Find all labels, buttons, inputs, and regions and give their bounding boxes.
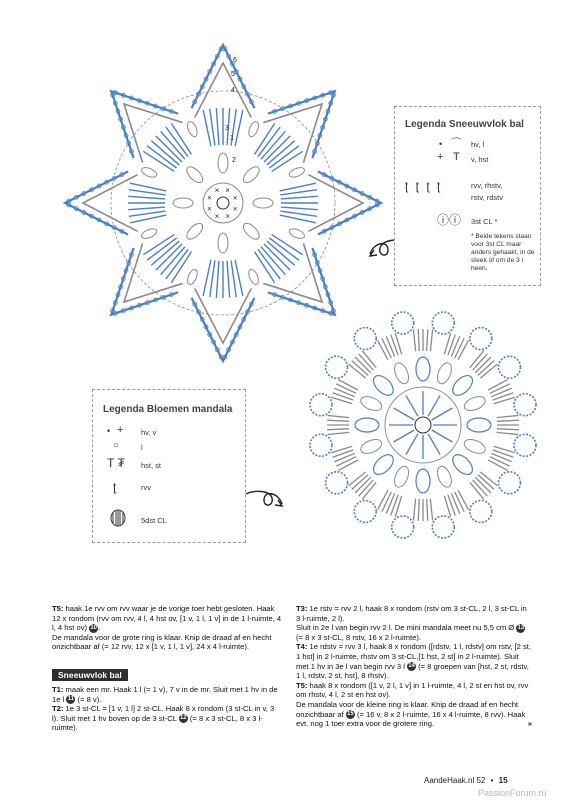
post-stitch-icons: ʈ ʈ ʈ ʈ: [405, 179, 443, 193]
svg-text:×: ×: [225, 211, 231, 221]
hdc-dc-icon: T ₮: [107, 456, 125, 470]
continue-arrow: »: [527, 719, 532, 729]
footer-bullet: •: [490, 776, 494, 785]
sc-icon: +: [117, 424, 124, 436]
step-badge: 15: [346, 711, 354, 718]
svg-text:×: ×: [225, 186, 231, 196]
legend-row-2: v, hst: [471, 155, 489, 164]
post-stitch-icon: ʈ: [113, 480, 117, 494]
left-column: [52, 604, 282, 652]
legend-row-5: 5dst CL: [141, 516, 167, 525]
legend-snowflake: [394, 106, 541, 286]
watermark: PassionForum.ru: [478, 788, 547, 798]
flower-mandala-diagram: [298, 300, 548, 550]
t2-paragraph: T2: 1e 3 st-CL = [1 v, 1 l] 2 st-CL. Haak 8 x rondom (3 st-CL in v, 3 l). Sluit met 1 hv boven op de 3 st-CL 12 (= 8 x 3 st-CL, 8 x 3 l-ruimte).: [52, 704, 275, 733]
t5-paragraph: T5: haak 1e rvv om rvv waar je de vorige toer hebt gesloten. Haak 12 x rondom (rvv om rvv, 4 l, 4 hst ov, [1 v, 1 l, 1 v] in de 1 l-ruimte, 4 l, 4 hst ov) 10.: [52, 604, 282, 633]
t1-paragraph: T1: maak een mr. Haak 1 l (= 1 v), 7 v in de mr. Sluit met 1 hv in de 1e l 11 (= 8 v).: [52, 685, 278, 704]
t5-closing: De mandala voor de kleine ring is klaar. Knip de draad af en hecht onzichtbaar af 15 (= 16 v, 8 x 2 l-ruimte, 16 x 4 l-ruimte, 8 rvv). Haak evt. nog 1 toer extra voor de grotere ring. »: [296, 699, 532, 729]
legend-flower: [92, 389, 246, 543]
hdc-icon: T: [453, 151, 460, 163]
t3-closing: Sluit in 2e l van begin rvv 2 l. De mini mandala meet nu 5,5 cm Ø 13 (= 8 x 3 st-CL, 8 rstv, 16 x 2 l-ruimte).: [296, 623, 525, 642]
cluster-icon: ⓘⓘ: [437, 213, 462, 227]
slip-stitch-icon: •: [439, 139, 443, 149]
legend-row-1: hv, v: [141, 428, 157, 437]
legend-flower-title: Legenda Bloemen mandala: [103, 404, 233, 415]
left-column-2: [52, 685, 282, 733]
section-title-snowflake: Sneeuwvlok bal: [52, 669, 128, 681]
slip-stitch-icon: •: [107, 426, 111, 436]
step-badge: 12: [179, 715, 187, 722]
svg-text:×: ×: [232, 193, 238, 203]
t3-paragraph: T3: 1e rstv = rvv 2 l, haak 8 x rondom (rstv om 3 st-CL, 2 l, 3 st-CL in 3 l-ruimte, 2 l).: [296, 604, 527, 623]
legend-row-4: rstv, rdstv: [471, 193, 503, 202]
legend-row-2: l: [141, 443, 143, 452]
round-label-1: 1: [230, 135, 234, 142]
chain-icon: ○: [113, 440, 120, 451]
svg-text:×: ×: [207, 204, 212, 214]
svg-text:×: ×: [207, 193, 212, 203]
t4-paragraph: T4: 1e rdstv = rvv 3 l, haak 8 x rondom ([rdstv, 1 l, rdstv] om rstv, [2 st, 1 hst] in 2 l-ruimte, rhstv om 3 st-CL,[1 hst, 2 st] in 2 l-ruimte). Sluit met 1 hv in 3e l van begin rvv 3 l 14 (= 8 groepen van [hst, 2 st, rdstv, 1 l, rdstv, 2 st, hst], 8 rhstv).: [296, 642, 531, 681]
svg-text:×: ×: [214, 211, 220, 221]
legend-row-3: rvv, rhstv,: [471, 181, 503, 190]
legend-row-4: rvv: [141, 483, 151, 492]
cluster-5dc-icon: [109, 508, 127, 528]
step-badge: 14: [408, 663, 415, 670]
page-footer: [424, 776, 508, 785]
round-label-4: 4: [231, 87, 235, 94]
legend-row-5: 3st CL *: [471, 217, 498, 226]
t5-closing: De mandala voor de grote ring is klaar. Knip de draad af en hecht onzichtbaar af (= 12 rvv, 12 x [1 v, 1 l, 1 v], 24 x 4 l-ruimte).: [52, 632, 272, 652]
step-badge: 11: [67, 696, 75, 703]
sc-icon: +: [437, 151, 444, 163]
round-label-5: 5: [231, 71, 235, 78]
chain-icon: ⌒: [451, 138, 462, 150]
step-badge: 10: [90, 624, 97, 631]
svg-text:×: ×: [232, 204, 238, 214]
right-column: [296, 604, 532, 729]
swirl-arrow-icon: [242, 484, 286, 512]
legend-note: * Beide tekens staan voor 3st CL maar anders gehaakt, in de steek of om de 3 l heen.: [471, 233, 535, 272]
magazine-name: AandeHaak.nl 52: [424, 776, 486, 785]
round-label-3: 3: [225, 125, 229, 132]
legend-row-1: hv, l: [471, 140, 485, 149]
legend-row-3: hst, st: [141, 461, 162, 470]
round-label-2: 2: [232, 157, 236, 164]
svg-text:×: ×: [214, 186, 220, 196]
t5-paragraph: T5: haak 8 x rondom ([1 v, 2 l, 1 v] in 1 l-ruimte, 4 l, 2 st en hst ov, rvv om rhstv, 4 l, 2 st en hst ov).: [296, 680, 529, 700]
round-label-6: 6: [233, 57, 237, 64]
legend-snowflake-title: Legenda Sneeuwvlok bal: [405, 119, 524, 130]
page-number: 15: [498, 776, 508, 785]
step-badge: 13: [517, 624, 525, 631]
